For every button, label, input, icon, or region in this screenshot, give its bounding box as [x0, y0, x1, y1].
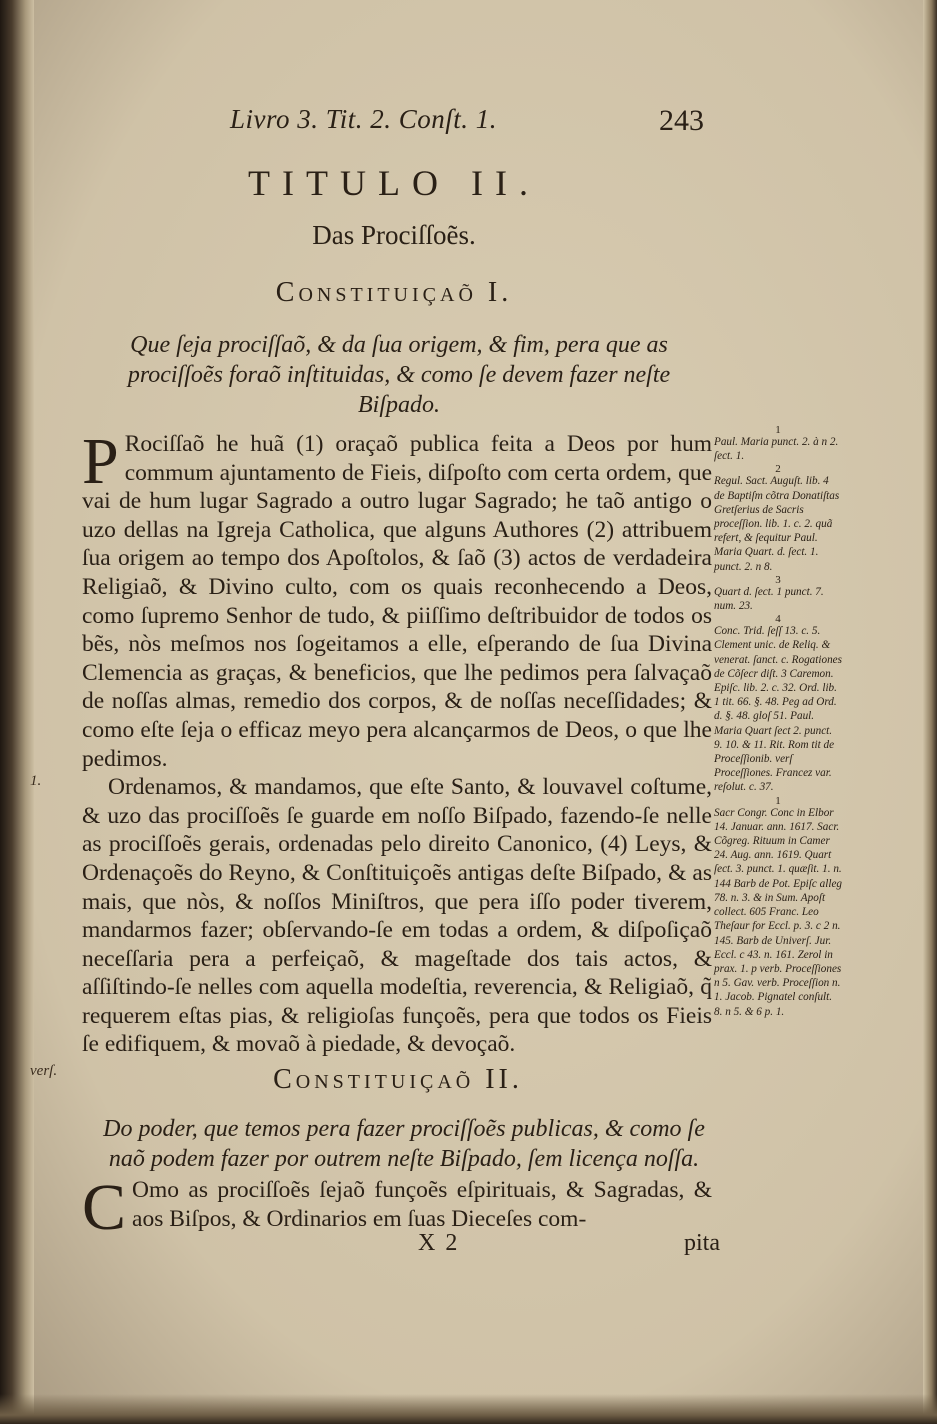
- side-note-number: 1: [775, 424, 781, 436]
- paragraph-1: [82, 425, 712, 773]
- page-edge-shadow: [923, 0, 937, 1424]
- margin-reference-2: verſ.: [30, 1063, 58, 1079]
- constitution-2-heading: Constituiçaõ II.: [273, 1064, 523, 1095]
- side-note-text: Sacr Congr. Conc in Elbor 14. Januar. ann. 1617. Sacr. Cõgreg. Rituum in Camer 24. Aug. ann. 1619. Quart ſect. 3. punct. 1. quæſit. 1. n. 144 Barb de Pot. Epiſc alleg 78. n. 3. & in Sum. Apoſt collect. 605 Franc. Leo Theſaur for Eccl. p. 3. c 2 n. 145. Barb de Univerſ. Jur. Eccl. c 43. n. 161. Zerol in prax. 1. p verb. Proceſſiones n 5. Gav. verb. Proceſſion n. 1. Jacob. Pignatel conſult. 8. n 5. & 6 p. 1.: [714, 806, 843, 1018]
- side-note-number: 4: [775, 613, 781, 626]
- side-note-text: Regul. Sact. Auguſt. lib. 4 de Baptiſm cõtra Donatiſtas Gretſerius de Sacris proceſſion. lib. 1. c. 2. quã refert, & ſequitur Paul. Maria Quart. d. ſect. 1. punct. 2. n 8.: [714, 475, 840, 573]
- constitution-2-text: Omo as prociſſoẽs ſejaõ funçoẽs eſpirituais, & Sagradas, & aos Biſpos, & Ordinarios em ſuas Dieceſes com-: [132, 1177, 712, 1232]
- signature-mark: X 2: [418, 1230, 460, 1256]
- side-note-text: Quart d. ſect. 1 punct. 7. num. 23.: [714, 585, 824, 613]
- constitution-2-summary: Do poder, que temos pera fazer prociſſoẽs publicas, & como ſe naõ podem fazer por outrem neſte Biſpado, ſem licença noſſa.: [103, 1116, 705, 1172]
- margin-reference-1: 1.: [30, 773, 42, 789]
- catchword: pita: [684, 1230, 720, 1256]
- book-gutter-shadow: [0, 0, 34, 1424]
- side-note: [714, 614, 842, 794]
- constitution-1-heading: Constituiçaõ I.: [275, 277, 513, 308]
- side-note: [714, 425, 842, 463]
- side-note-number: 2: [775, 463, 781, 476]
- drop-cap-p: P: [82, 425, 119, 498]
- side-note-number: 1: [775, 794, 781, 807]
- page-bottom-shadow: [0, 1394, 937, 1424]
- paragraph-2: Ordenamos, & mandamos, que eſte Santo, & louvavel coſtume, & uzo das prociſſoẽs ſe guarde em noſſo Biſpado, fazendo-ſe nelle as prociſſoẽs gerais, ordenadas pelo direito Canonico, (4) Leys, & Ordenaçoẽs do Reyno, & Conſtituiçoẽs antigas deſte Biſpado, & as mais, que nòs, & noſſos Miniſtros, que pera iſſo poder tiverem, mandarmos fazer; obſervando-ſe em todas a ordem, & diſpoſiçaõ neceſſaria pera a perfeiçaõ, & mageſtade dos tais actos, & aſſiſtindo-ſe nelles com aquella modeſtia, reverencia, & Religiaõ, q̃ requerem eſtas pias, & religioſas funçoẽs, pera que todos os Fieis ſe edifiquem, & movaõ à piedade, & devoçaõ.: [82, 774, 712, 1058]
- side-note: [714, 575, 842, 613]
- side-note-text: Conc. Trid. ſeſſ 13. c. 5. Clement unic. de Reliq. & venerat. ſanct. c. Rogationes de Cõſecr diſt. 3 Caremon. Epiſc. lib. 2. c. 32. Ord. lib. 1 tit. 66. §. 48. Peg ad Ord. d. §. 48. gloſ 51. Paul. Maria Quart ſect 2. punct. 9. 10. & 11. Rit. Rom tit de Proceſſionib. verſ Proceſſiones. Francez var. reſolut. c. 37.: [714, 625, 843, 794]
- side-note: [714, 464, 842, 573]
- side-note-number: 3: [775, 573, 781, 586]
- side-notes: [714, 425, 842, 1020]
- running-header: [184, 104, 704, 144]
- running-title: Livro 3. Tit. 2. Conſt. 1.: [230, 104, 498, 134]
- section-subtitle: Das Prociſſoẽs.: [312, 220, 476, 250]
- paragraph-1-text: Rociſſaõ he huã (1) oraçaõ publica feita a Deos por hum commum ajuntamento de Fieis, diſpoſto com certa ordem, que vai de hum lugar Sagrado a outro lugar Sagrado; he taõ antigo o uzo dellas na Igreja Catholica, que alguns Authores (2) attribuem ſua origem ao tempo dos Apoſtolos, & ſaõ (3) actos de verdadeira Religiaõ, & Divino culto, com os quais reconhecendo a Deos, como ſupremo Senhor de tudo, & piiſſimo deſtribuidor de todos os bẽs, nòs meſmos nos ſogeitamos a elle, eſperando de ſua Divina Clemencia as graças, & beneficios, que lhe pedimos pera ſalvaçaõ de noſſas almas, remedio dos corpos, & de noſſas neceſſidades; & como eſte ſeja o efficaz meyo pera alcançarmos de Deos, o que lhe pedimos.: [82, 431, 712, 772]
- side-note-text: Paul. Maria punct. 2. à n 2. ſect. 1.: [714, 436, 839, 463]
- side-note: [714, 796, 842, 1019]
- constitution-1-body: [82, 425, 712, 1059]
- drop-cap-c: C: [82, 1171, 127, 1244]
- page-number: 243: [659, 104, 704, 137]
- section-title: TITULO II.: [248, 163, 540, 203]
- constitution-1-summary: Que ſeja prociſſaõ, & da ſua origem, & fim, pera que as prociſſoẽs foraõ inſtituidas, & como ſe devem fazer neſte Biſpado.: [127, 332, 671, 418]
